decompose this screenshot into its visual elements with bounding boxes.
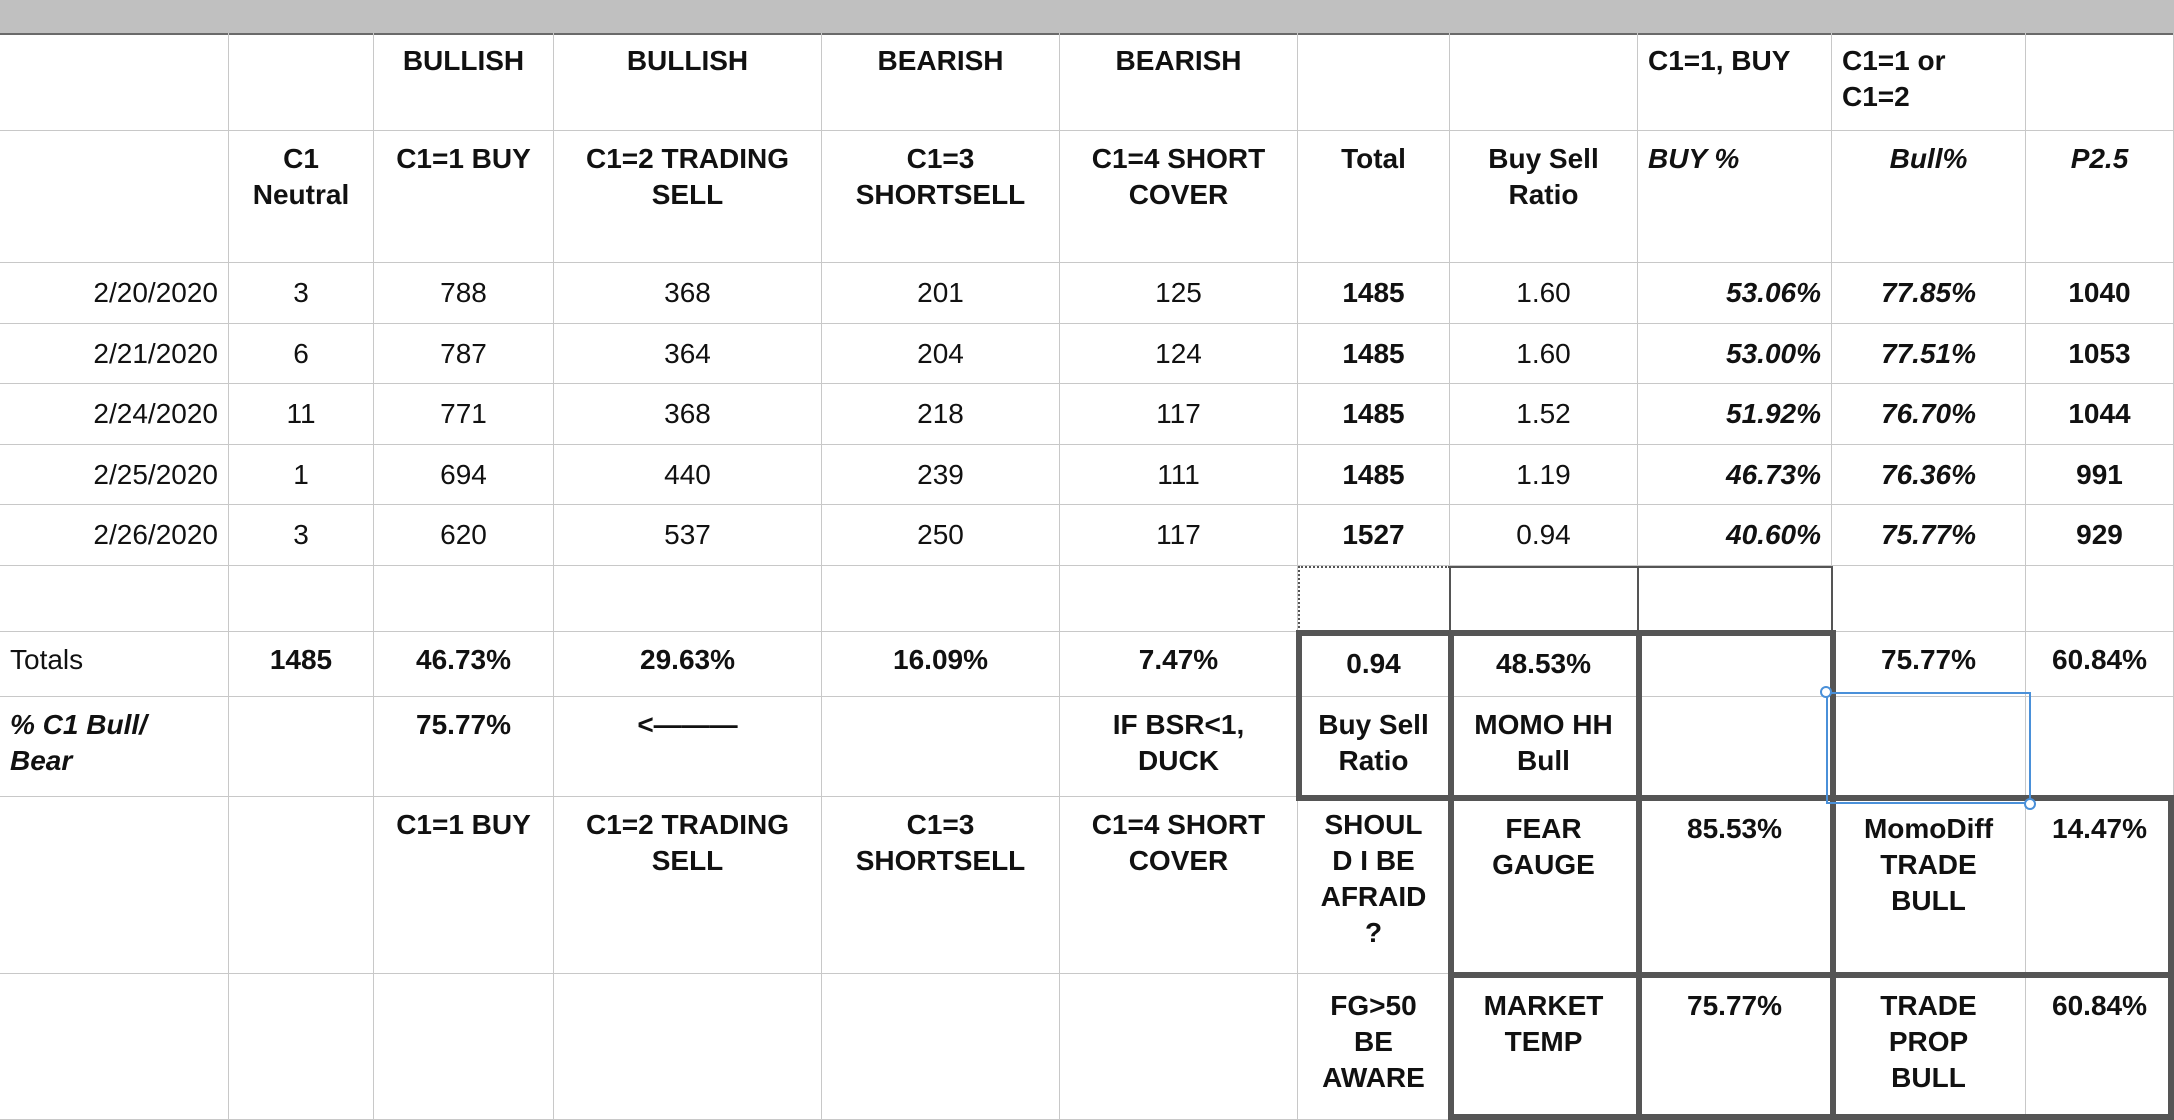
cell-empty[interactable] <box>0 797 229 974</box>
totals-buy[interactable]: 46.73% <box>374 632 554 697</box>
totals-trading[interactable]: 29.63% <box>554 632 822 697</box>
cell-empty[interactable] <box>229 974 374 1120</box>
cell-buy[interactable]: 788 <box>374 263 554 324</box>
cell-short[interactable]: 218 <box>822 384 1060 445</box>
thin-border <box>1450 566 1832 568</box>
cell-empty[interactable] <box>229 797 374 974</box>
totals-bull-pct[interactable]: 75.77% <box>1832 632 2026 697</box>
cell-cover[interactable]: 117 <box>1060 505 1298 566</box>
cell-cover[interactable]: 111 <box>1060 445 1298 505</box>
cell-empty[interactable] <box>2026 697 2174 797</box>
header-c1-buy[interactable]: C1=1 BUY <box>374 131 554 263</box>
cell-buy[interactable]: 771 <box>374 384 554 445</box>
cell-empty[interactable] <box>0 566 229 632</box>
header-bearish-2[interactable]: BEARISH <box>1060 33 1298 131</box>
cell-empty[interactable] <box>1060 974 1298 1120</box>
cell-buy[interactable]: 787 <box>374 324 554 384</box>
totals-p25[interactable]: 60.84% <box>2026 632 2174 697</box>
header-bull-condition[interactable]: C1=1 or C1=2 <box>1832 33 2026 131</box>
selection-handle-bottom-right[interactable] <box>2024 798 2036 810</box>
cell-p25[interactable]: 1040 <box>2026 263 2174 324</box>
cell-trading[interactable]: 440 <box>554 445 822 505</box>
cell-cover[interactable]: 124 <box>1060 324 1298 384</box>
cell-empty[interactable] <box>554 974 822 1120</box>
cell-empty[interactable] <box>0 131 229 263</box>
cell-bsr[interactable]: 0.94 <box>1450 505 1638 566</box>
border-box-bottom <box>1448 1114 2174 1120</box>
cell-bull-pct[interactable]: 77.51% <box>1832 324 2026 384</box>
cell-empty[interactable] <box>1638 566 1832 632</box>
cell-buy-pct[interactable]: 40.60% <box>1638 505 1832 566</box>
cell-p25[interactable]: 1044 <box>2026 384 2174 445</box>
thin-border <box>1637 566 1639 632</box>
cell-trading[interactable]: 368 <box>554 263 822 324</box>
cell-buy-pct[interactable]: 51.92% <box>1638 384 1832 445</box>
cell-trading[interactable]: 368 <box>554 384 822 445</box>
cell-date[interactable]: 2/24/2020 <box>0 384 229 445</box>
afraid-question[interactable]: SHOUL D I BE AFRAID ? <box>1298 797 1450 974</box>
cell-date[interactable]: 2/25/2020 <box>0 445 229 505</box>
cell-neutral[interactable]: 1 <box>229 445 374 505</box>
cell-empty[interactable] <box>1638 697 1832 797</box>
cell-empty[interactable] <box>0 974 229 1120</box>
thin-border <box>1831 566 1833 632</box>
cell-date[interactable]: 2/21/2020 <box>0 324 229 384</box>
cell-empty[interactable] <box>1060 566 1298 632</box>
cell-empty[interactable] <box>374 566 554 632</box>
bull-bear-label[interactable]: % C1 Bull/ Bear <box>0 697 229 797</box>
cell-empty[interactable] <box>1298 566 1450 632</box>
cell-total[interactable]: 1485 <box>1298 384 1450 445</box>
border-box-left <box>1296 630 1302 800</box>
cell-date[interactable]: 2/20/2020 <box>0 263 229 324</box>
fg-aware-note[interactable]: FG>50 BE AWARE <box>1298 974 1450 1120</box>
cell-buy-pct[interactable]: 53.00% <box>1638 324 1832 384</box>
cell-total[interactable]: 1485 <box>1298 263 1450 324</box>
cell-empty[interactable] <box>822 566 1060 632</box>
cell-bull-pct[interactable]: 76.70% <box>1832 384 2026 445</box>
cell-bull-pct[interactable]: 76.36% <box>1832 445 2026 505</box>
cell-trading[interactable]: 364 <box>554 324 822 384</box>
bull-bear-value[interactable]: 75.77% <box>374 697 554 797</box>
header-total[interactable]: Total <box>1298 131 1450 263</box>
cell-empty[interactable] <box>554 566 822 632</box>
cell-total[interactable]: 1527 <box>1298 505 1450 566</box>
cell-bsr[interactable]: 1.19 <box>1450 445 1638 505</box>
fear-gauge-value[interactable]: 85.53% <box>1638 797 1832 974</box>
bsr-label[interactable]: Buy Sell Ratio <box>1298 697 1450 797</box>
column-header-bar[interactable] <box>0 0 2174 35</box>
header-buy-sell-ratio[interactable]: Buy Sell Ratio <box>1450 131 1638 263</box>
cell-bsr[interactable]: 1.52 <box>1450 384 1638 445</box>
cell-empty[interactable] <box>1450 566 1638 632</box>
totals-neutral[interactable]: 1485 <box>229 632 374 697</box>
header-bull-pct[interactable]: Bull% <box>1832 131 2026 263</box>
momo-label[interactable]: MOMO HH Bull <box>1450 697 1638 797</box>
totals-label[interactable]: Totals <box>0 632 229 697</box>
footer-c1-buy[interactable]: C1=1 BUY <box>374 797 554 974</box>
trade-prop-label[interactable]: TRADE PROP BULL <box>1832 974 2026 1120</box>
cell-empty[interactable] <box>1832 566 2026 632</box>
cell-p25[interactable]: 929 <box>2026 505 2174 566</box>
border-box-row-divider <box>1448 972 2174 978</box>
cell-cover[interactable]: 125 <box>1060 263 1298 324</box>
cell-total[interactable]: 1485 <box>1298 324 1450 384</box>
cell-date[interactable]: 2/26/2020 <box>0 505 229 566</box>
cell-short[interactable]: 204 <box>822 324 1060 384</box>
cell-empty[interactable] <box>374 974 554 1120</box>
cell-empty[interactable] <box>0 33 229 131</box>
totals-cover[interactable]: 7.47% <box>1060 632 1298 697</box>
cell-empty[interactable] <box>1638 632 1832 697</box>
cell-empty[interactable] <box>1298 33 1450 131</box>
arrow-text[interactable]: <——— <box>554 697 822 797</box>
footer-c1-trading-sell[interactable]: C1=2 TRADING SELL <box>554 797 822 974</box>
cell-short[interactable]: 239 <box>822 445 1060 505</box>
cell-cover[interactable]: 117 <box>1060 384 1298 445</box>
cell-neutral[interactable]: 3 <box>229 505 374 566</box>
cell-bsr[interactable]: 1.60 <box>1450 324 1638 384</box>
header-bullish-1[interactable]: BULLISH <box>374 33 554 131</box>
thin-border <box>1449 566 1451 632</box>
cell-empty[interactable] <box>229 33 374 131</box>
cell-p25[interactable]: 1053 <box>2026 324 2174 384</box>
fear-gauge-label[interactable]: FEAR GAUGE <box>1450 797 1638 974</box>
header-bearish-1[interactable]: BEARISH <box>822 33 1060 131</box>
totals-buy-sell-ratio[interactable]: 0.94 <box>1298 632 1450 697</box>
cell-empty[interactable] <box>229 697 374 797</box>
cell-empty[interactable] <box>1450 33 1638 131</box>
dotted-border <box>1298 566 1300 632</box>
border-box-mid <box>1296 795 2174 801</box>
border-box-top <box>1296 630 1834 636</box>
totals-momo[interactable]: 48.53% <box>1450 632 1638 697</box>
cell-short[interactable]: 201 <box>822 263 1060 324</box>
totals-short[interactable]: 16.09% <box>822 632 1060 697</box>
cell-buy-pct[interactable]: 46.73% <box>1638 445 1832 505</box>
cell-bull-pct[interactable]: 77.85% <box>1832 263 2026 324</box>
bsr-duck-note[interactable]: IF BSR<1, DUCK <box>1060 697 1298 797</box>
cell-buy-pct[interactable]: 53.06% <box>1638 263 1832 324</box>
header-c1-shortsell[interactable]: C1=3 SHORTSELL <box>822 131 1060 263</box>
trade-prop-value[interactable]: 60.84% <box>2026 974 2174 1120</box>
cell-trading[interactable]: 537 <box>554 505 822 566</box>
cell-empty[interactable] <box>822 697 1060 797</box>
momodiff-label[interactable]: MomoDiff TRADE BULL <box>1832 797 2026 974</box>
cell-total[interactable]: 1485 <box>1298 445 1450 505</box>
momodiff-value[interactable]: 14.47% <box>2026 797 2174 974</box>
dotted-border <box>1298 566 1450 568</box>
cell-bull-pct[interactable]: 75.77% <box>1832 505 2026 566</box>
border-box-divider <box>1448 630 1454 1120</box>
footer-c1-shortsell[interactable]: C1=3 SHORTSELL <box>822 797 1060 974</box>
cell-neutral[interactable]: 3 <box>229 263 374 324</box>
cell-buy[interactable]: 694 <box>374 445 554 505</box>
header-buy-pct[interactable]: BUY % <box>1638 131 1832 263</box>
header-bullish-2[interactable]: BULLISH <box>554 33 822 131</box>
cell-p25[interactable]: 991 <box>2026 445 2174 505</box>
market-temp-label[interactable]: MARKET TEMP <box>1450 974 1638 1120</box>
cell-empty[interactable] <box>822 974 1060 1120</box>
border-box-right <box>2168 795 2174 1120</box>
cell-empty[interactable] <box>2026 566 2174 632</box>
cell-short[interactable]: 250 <box>822 505 1060 566</box>
header-c1-trading-sell[interactable]: C1=2 TRADING SELL <box>554 131 822 263</box>
cell-empty[interactable] <box>2026 33 2174 131</box>
cell-buy[interactable]: 620 <box>374 505 554 566</box>
cell-neutral[interactable]: 11 <box>229 384 374 445</box>
cell-empty[interactable] <box>229 566 374 632</box>
market-temp-value[interactable]: 75.77% <box>1638 974 1832 1120</box>
cell-neutral[interactable]: 6 <box>229 324 374 384</box>
header-p25[interactable]: P2.5 <box>2026 131 2174 263</box>
cell-bsr[interactable]: 1.60 <box>1450 263 1638 324</box>
footer-c1-short-cover[interactable]: C1=4 SHORT COVER <box>1060 797 1298 974</box>
border-box-divider <box>1636 630 1642 1120</box>
header-buy-condition[interactable]: C1=1, BUY <box>1638 33 1832 131</box>
selection-handle-top-left[interactable] <box>1820 686 1832 698</box>
header-c1-short-cover[interactable]: C1=4 SHORT COVER <box>1060 131 1298 263</box>
header-neutral[interactable]: C1 Neutral <box>229 131 374 263</box>
cell-selection[interactable] <box>1826 692 2031 804</box>
